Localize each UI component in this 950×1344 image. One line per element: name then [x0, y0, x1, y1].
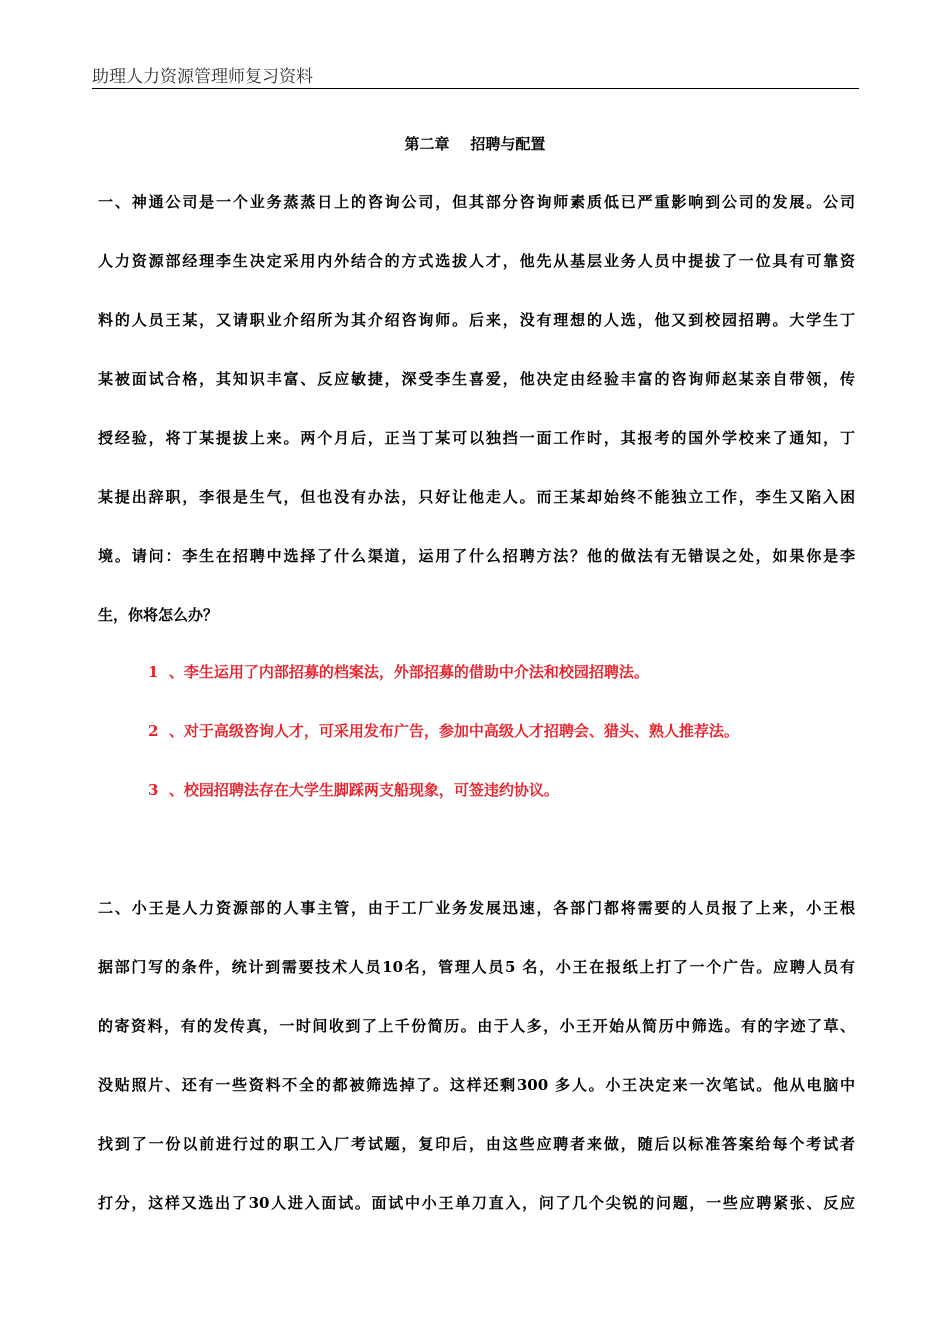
- question-1-line: 生，你将怎么办？: [98, 606, 219, 624]
- answer-item: 1 、李生运用了内部招募的档案法，外部招募的借助中介法和校园招聘法。: [148, 663, 649, 681]
- question-2-line: 找到了一份以前进行过的职工入厂考试题，复印后，由这些应聘者来做，随后以标准答案给每个考试者: [98, 1135, 855, 1153]
- question-1-line: 一、神通公司是一个业务蒸蒸日上的咨询公司，但其部分咨询师素质低已严重影响到公司的发展。公司: [98, 193, 855, 211]
- answer-item: 3 、校园招聘法存在大学生脚踩两支船现象，可签违约协议。: [148, 781, 559, 799]
- chapter-title: 第二章 招聘与配置: [404, 135, 546, 153]
- question-2-line: 的寄资料，有的发传真，一时间收到了上千份简历。由于人多，小王开始从简历中筛选。有的字迹了草、: [98, 1017, 855, 1035]
- question-1-line: 某提出辞职，李很是生气，但也没有办法，只好让他走人。而王某却始终不能独立工作，李生又陷入困: [98, 488, 855, 506]
- question-1-line: 授经验，将丁某提拔上来。两个月后，正当丁某可以独挡一面工作时，其报考的国外学校来了通知，丁: [98, 429, 855, 447]
- question-2-line: 打分，这样又选出了30人进入面试。面试中小王单刀直入，问了几个尖锐的问题，一些应聘紧张、反应: [98, 1194, 855, 1212]
- question-1-line: 料的人员王某，又请职业介绍所为其介绍咨询师。后来，没有理想的人选，他又到校园招聘。大学生丁: [98, 311, 855, 329]
- question-1-line: 某被面试合格，其知识丰富、反应敏捷，深受李生喜爱，他决定由经验丰富的咨询师赵某亲自带领，传: [98, 370, 855, 388]
- question-2-line: 二、小王是人力资源部的人事主管，由于工厂业务发展迅速，各部门都将需要的人员报了上来，小王根: [98, 899, 855, 917]
- header-title: 助理人力资源管理师复习资料: [92, 67, 313, 87]
- question-1-line: 人力资源部经理李生决定采用内外结合的方式选拔人才，他先从基层业务人员中提拔了一位具有可靠资: [98, 252, 855, 270]
- question-2-line: 没贴照片、还有一些资料不全的都被筛选掉了。这样还剩300 多人。小王决定来一次笔试。他从电脑中: [98, 1076, 855, 1094]
- question-2-line: 据部门写的条件，统计到需要技术人员10名，管理人员5 名，小王在报纸上打了一个广告。应聘人员有: [98, 958, 855, 976]
- page-header: [92, 66, 859, 89]
- question-1-line: 境。请问：李生在招聘中选择了什么渠道，运用了什么招聘方法？他的做法有无错误之处，如果你是李: [98, 547, 855, 565]
- answer-item: 2 、对于高级咨询人才，可采用发布广告，参加中高级人才招聘会、猎头、熟人推荐法。: [148, 722, 739, 740]
